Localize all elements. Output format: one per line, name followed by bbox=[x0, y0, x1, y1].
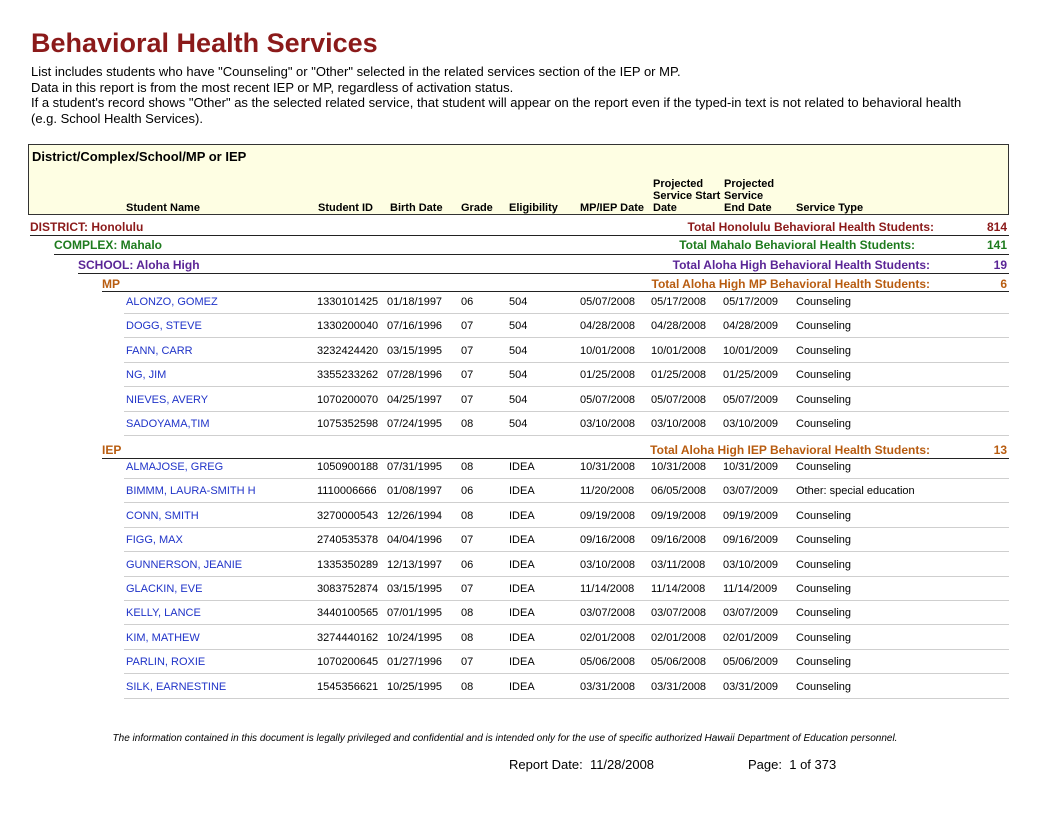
student-id: 3083752874 bbox=[317, 583, 379, 595]
student-id: 2740535378 bbox=[317, 534, 379, 547]
student-id: 1110006666 bbox=[317, 485, 377, 498]
service-start-date: 03/07/2008 bbox=[651, 607, 707, 620]
service-start-date: 03/10/2008 bbox=[651, 418, 707, 430]
mp-iep-date: 03/07/2008 bbox=[580, 607, 636, 620]
col-projected-end: Projected Service End Date bbox=[724, 178, 775, 214]
table-row bbox=[0, 656, 1060, 670]
mp-iep-date: 09/16/2008 bbox=[580, 534, 636, 547]
row-divider bbox=[124, 673, 1009, 674]
student-id: 3274440162 bbox=[317, 631, 379, 644]
row-divider bbox=[124, 527, 1009, 528]
eligibility: 504 bbox=[509, 369, 528, 382]
birth-date: 10/25/1995 bbox=[387, 680, 443, 693]
eligibility: IDEA bbox=[509, 656, 535, 669]
complex-total-label: Total Mahalo Behavioral Health Students: bbox=[679, 238, 915, 252]
divider bbox=[102, 291, 1009, 292]
student-id: 1070200645 bbox=[317, 656, 379, 669]
eligibility: IDEA bbox=[509, 680, 535, 693]
table-row bbox=[0, 534, 1060, 548]
mp-iep-date: 11/14/2008 bbox=[580, 583, 635, 595]
mp-total-label: Total Aloha High MP Behavioral Health Students: bbox=[651, 277, 930, 291]
service-start-date: 05/06/2008 bbox=[651, 656, 707, 669]
service-end-date: 11/14/2009 bbox=[723, 583, 778, 595]
service-end-date: 09/19/2009 bbox=[723, 509, 779, 522]
student-name: PARLIN, ROXIE bbox=[126, 656, 206, 669]
grade: 07 bbox=[461, 534, 474, 547]
service-type: Counseling bbox=[796, 369, 852, 382]
service-start-date: 02/01/2008 bbox=[651, 631, 707, 644]
divider bbox=[102, 458, 1009, 459]
col-service-type: Service Type bbox=[796, 202, 864, 214]
eligibility: IDEA bbox=[509, 534, 535, 547]
service-start-date: 11/14/2008 bbox=[651, 583, 706, 595]
student-id: 1330101425 bbox=[317, 296, 379, 308]
district-label: DISTRICT: Honolulu bbox=[30, 220, 144, 234]
service-start-date: 06/05/2008 bbox=[651, 485, 707, 498]
birth-date: 03/15/1995 bbox=[387, 583, 443, 595]
service-type: Counseling bbox=[796, 558, 852, 571]
service-end-date: 05/06/2009 bbox=[723, 656, 779, 669]
row-divider bbox=[124, 386, 1009, 387]
student-id: 3440100565 bbox=[317, 607, 379, 620]
service-end-date: 03/10/2009 bbox=[723, 558, 779, 571]
table-row bbox=[0, 607, 1060, 621]
student-id: 1335350289 bbox=[317, 558, 379, 571]
service-start-date: 01/25/2008 bbox=[651, 369, 707, 382]
service-type: Counseling bbox=[796, 393, 852, 406]
divider bbox=[78, 273, 1009, 274]
service-type: Counseling bbox=[796, 534, 852, 547]
grade: 08 bbox=[461, 680, 474, 693]
eligibility: IDEA bbox=[509, 509, 535, 522]
student-name: KELLY, LANCE bbox=[126, 607, 201, 620]
report-date: Report Date: 11/28/2008 bbox=[509, 757, 655, 772]
iep-total-label: Total Aloha High IEP Behavioral Health Students: bbox=[650, 443, 930, 457]
table-row bbox=[0, 559, 1060, 573]
student-name: GUNNERSON, JEANIE bbox=[126, 558, 243, 571]
description-line: List includes students who have "Counseling" or "Other" selected in the related services section of the IEP or MP. bbox=[31, 64, 681, 79]
table-row bbox=[0, 369, 1060, 383]
row-divider bbox=[124, 411, 1009, 412]
mp-iep-date: 03/10/2008 bbox=[580, 558, 636, 571]
student-id: 3232424420 bbox=[317, 344, 379, 357]
col-eligibility: Eligibility bbox=[509, 202, 558, 214]
student-name: NG, JIM bbox=[126, 369, 167, 382]
report-description bbox=[31, 64, 1031, 126]
school-label: SCHOOL: Aloha High bbox=[78, 258, 200, 272]
mp-iep-date: 01/25/2008 bbox=[580, 369, 636, 382]
mp-label: MP bbox=[102, 277, 120, 291]
mp-iep-date: 02/01/2008 bbox=[580, 631, 636, 644]
student-name: ALMAJOSE, GREG bbox=[126, 461, 224, 473]
report-title: Behavioral Health Services bbox=[31, 28, 378, 58]
service-type: Counseling bbox=[796, 631, 852, 644]
eligibility: 504 bbox=[509, 320, 528, 333]
col-birth-date: Birth Date bbox=[390, 202, 443, 214]
grade: 07 bbox=[461, 583, 474, 595]
service-type: Counseling bbox=[796, 296, 852, 308]
student-id: 1050900188 bbox=[317, 461, 379, 473]
service-type: Counseling bbox=[796, 680, 852, 693]
mp-iep-date: 05/06/2008 bbox=[580, 656, 636, 669]
col-projected-start: Projected Service Start Date bbox=[653, 178, 721, 214]
table-row bbox=[0, 485, 1060, 499]
birth-date: 12/26/1994 bbox=[387, 509, 443, 522]
service-type: Counseling bbox=[796, 418, 852, 430]
service-end-date: 01/25/2009 bbox=[723, 369, 779, 382]
student-id: 1330200040 bbox=[317, 320, 379, 333]
student-name: KIM, MATHEW bbox=[126, 631, 200, 644]
student-name: DOGG, STEVE bbox=[126, 320, 202, 333]
mp-iep-date: 09/19/2008 bbox=[580, 509, 636, 522]
table-row bbox=[0, 345, 1060, 359]
grade: 07 bbox=[461, 393, 474, 406]
table-row bbox=[0, 632, 1060, 646]
mp-iep-date: 04/28/2008 bbox=[580, 320, 636, 333]
birth-date: 07/01/1995 bbox=[387, 607, 443, 620]
district-total: 814 bbox=[986, 220, 1007, 234]
grade: 08 bbox=[461, 509, 474, 522]
grade: 07 bbox=[461, 369, 474, 382]
service-start-date: 10/31/2008 bbox=[651, 461, 707, 473]
birth-date: 04/25/1997 bbox=[387, 393, 443, 406]
service-type: Counseling bbox=[796, 509, 852, 522]
divider bbox=[54, 254, 1009, 255]
birth-date: 07/31/1995 bbox=[387, 461, 443, 473]
eligibility: IDEA bbox=[509, 607, 535, 620]
complex-total: 141 bbox=[986, 238, 1007, 252]
service-end-date: 05/07/2009 bbox=[723, 393, 779, 406]
student-id: 3355233262 bbox=[317, 369, 379, 382]
mp-total: 6 bbox=[1000, 277, 1007, 291]
mp-iep-date: 10/31/2008 bbox=[580, 461, 636, 473]
mp-iep-date: 10/01/2008 bbox=[580, 344, 636, 357]
birth-date: 01/08/1997 bbox=[387, 485, 443, 498]
description-line: Data in this report is from the most recent IEP or MP, regardless of activation status. bbox=[31, 79, 514, 95]
table-row bbox=[0, 320, 1060, 334]
student-id: 1070200070 bbox=[317, 393, 379, 406]
row-divider bbox=[124, 698, 1009, 699]
table-row bbox=[0, 394, 1060, 408]
col-grade: Grade bbox=[461, 202, 493, 214]
service-type: Counseling bbox=[796, 607, 852, 620]
row-divider bbox=[124, 435, 1009, 436]
service-end-date: 03/31/2009 bbox=[723, 680, 779, 693]
description-line: If a student's record shows "Other" as the selected related service, that student will appear on the report even if the typed-in text is not related to behavioral health bbox=[31, 95, 962, 110]
service-end-date: 04/28/2009 bbox=[723, 320, 779, 333]
service-type: Counseling bbox=[796, 344, 852, 357]
eligibility: IDEA bbox=[509, 631, 535, 644]
table-row bbox=[0, 461, 1060, 475]
student-name: GLACKIN, EVE bbox=[126, 583, 203, 595]
student-name: NIEVES, AVERY bbox=[126, 393, 209, 406]
birth-date: 01/27/1996 bbox=[387, 656, 443, 669]
eligibility: IDEA bbox=[509, 485, 535, 498]
eligibility: IDEA bbox=[509, 558, 535, 571]
table-header bbox=[28, 144, 1009, 215]
service-end-date: 09/16/2009 bbox=[723, 534, 779, 547]
birth-date: 10/24/1995 bbox=[387, 631, 443, 644]
col-student-id: Student ID bbox=[318, 202, 373, 214]
eligibility: 504 bbox=[509, 344, 528, 357]
row-divider bbox=[124, 551, 1009, 552]
mp-iep-date: 11/20/2008 bbox=[580, 485, 635, 498]
student-id: 1545356621 bbox=[317, 680, 379, 693]
birth-date: 07/24/1995 bbox=[387, 418, 443, 430]
service-end-date: 03/07/2009 bbox=[723, 607, 779, 620]
col-student-name: Student Name bbox=[126, 202, 200, 214]
row-divider bbox=[124, 649, 1009, 650]
birth-date: 03/15/1995 bbox=[387, 344, 443, 357]
service-end-date: 10/01/2009 bbox=[723, 344, 779, 357]
row-divider bbox=[124, 502, 1009, 503]
service-start-date: 05/17/2008 bbox=[651, 296, 707, 308]
grade: 06 bbox=[461, 558, 474, 571]
row-divider bbox=[124, 362, 1009, 363]
table-row bbox=[0, 583, 1060, 597]
student-id: 3270000543 bbox=[317, 509, 379, 522]
iep-label: IEP bbox=[102, 443, 122, 457]
table-row bbox=[0, 510, 1060, 524]
mp-iep-date: 05/07/2008 bbox=[580, 393, 636, 406]
row-divider bbox=[124, 478, 1009, 479]
school-total-label: Total Aloha High Behavioral Health Students: bbox=[672, 258, 930, 272]
grade: 08 bbox=[461, 461, 474, 473]
page-indicator: Page: 1 of 373 bbox=[748, 757, 837, 772]
grade: 06 bbox=[461, 296, 474, 308]
table-row bbox=[0, 418, 1060, 432]
district-total-label: Total Honolulu Behavioral Health Students: bbox=[687, 220, 934, 234]
col-mp-iep-date: MP/IEP Date bbox=[580, 202, 644, 214]
eligibility: IDEA bbox=[509, 461, 535, 473]
service-start-date: 09/19/2008 bbox=[651, 509, 707, 522]
confidentiality-notice: The information contained in this document is legally privileged and confidential and is intended only for the use of specific authorized Hawaii Department of Education personnel. bbox=[112, 733, 898, 744]
eligibility: IDEA bbox=[509, 583, 535, 595]
iep-total: 13 bbox=[993, 443, 1007, 457]
service-start-date: 09/16/2008 bbox=[651, 534, 707, 547]
student-id: 1075352598 bbox=[317, 418, 379, 430]
mp-iep-date: 03/10/2008 bbox=[580, 418, 636, 430]
birth-date: 12/13/1997 bbox=[387, 558, 443, 571]
row-divider bbox=[124, 313, 1009, 314]
birth-date: 04/04/1996 bbox=[387, 534, 443, 547]
service-type: Other: special education bbox=[796, 485, 915, 498]
service-end-date: 10/31/2009 bbox=[723, 461, 779, 473]
grade: 08 bbox=[461, 418, 474, 430]
service-end-date: 03/07/2009 bbox=[723, 485, 779, 498]
eligibility: 504 bbox=[509, 418, 528, 430]
mp-iep-date: 05/07/2008 bbox=[580, 296, 636, 308]
service-start-date: 04/28/2008 bbox=[651, 320, 707, 333]
service-start-date: 10/01/2008 bbox=[651, 344, 707, 357]
student-name: SADOYAMA,TIM bbox=[126, 418, 210, 430]
complex-label: COMPLEX: Mahalo bbox=[54, 238, 163, 252]
table-row bbox=[0, 296, 1060, 310]
service-type: Counseling bbox=[796, 583, 852, 595]
school-total: 19 bbox=[993, 258, 1007, 272]
student-name: ALONZO, GOMEZ bbox=[126, 296, 218, 308]
description-line: (e.g. School Health Services). bbox=[31, 110, 203, 126]
grade: 07 bbox=[461, 344, 474, 357]
grade: 08 bbox=[461, 607, 474, 620]
service-end-date: 03/10/2009 bbox=[723, 418, 779, 430]
student-name: FIGG, MAX bbox=[126, 534, 183, 547]
student-name: FANN, CARR bbox=[126, 344, 193, 357]
service-end-date: 02/01/2009 bbox=[723, 631, 779, 644]
grade: 07 bbox=[461, 320, 474, 333]
service-start-date: 03/11/2008 bbox=[651, 558, 706, 571]
row-divider bbox=[124, 624, 1009, 625]
grade: 06 bbox=[461, 485, 474, 498]
student-name: BIMMM, LAURA-SMITH H bbox=[126, 485, 256, 498]
birth-date: 07/28/1996 bbox=[387, 369, 443, 382]
service-type: Counseling bbox=[796, 461, 852, 473]
table-row bbox=[0, 681, 1060, 695]
hierarchy-label: District/Complex/School/MP or IEP bbox=[32, 149, 247, 164]
eligibility: 504 bbox=[509, 393, 528, 406]
student-name: SILK, EARNESTINE bbox=[126, 680, 227, 693]
row-divider bbox=[124, 576, 1009, 577]
mp-iep-date: 03/31/2008 bbox=[580, 680, 636, 693]
grade: 07 bbox=[461, 656, 474, 669]
service-end-date: 05/17/2009 bbox=[723, 296, 779, 308]
birth-date: 01/18/1997 bbox=[387, 296, 443, 308]
grade: 08 bbox=[461, 631, 474, 644]
service-type: Counseling bbox=[796, 320, 852, 333]
row-divider bbox=[124, 337, 1009, 338]
birth-date: 07/16/1996 bbox=[387, 320, 443, 333]
service-start-date: 03/31/2008 bbox=[651, 680, 707, 693]
eligibility: 504 bbox=[509, 296, 528, 308]
student-name: CONN, SMITH bbox=[126, 509, 199, 522]
divider bbox=[30, 235, 1009, 236]
row-divider bbox=[124, 600, 1009, 601]
service-type: Counseling bbox=[796, 656, 852, 669]
service-start-date: 05/07/2008 bbox=[651, 393, 707, 406]
